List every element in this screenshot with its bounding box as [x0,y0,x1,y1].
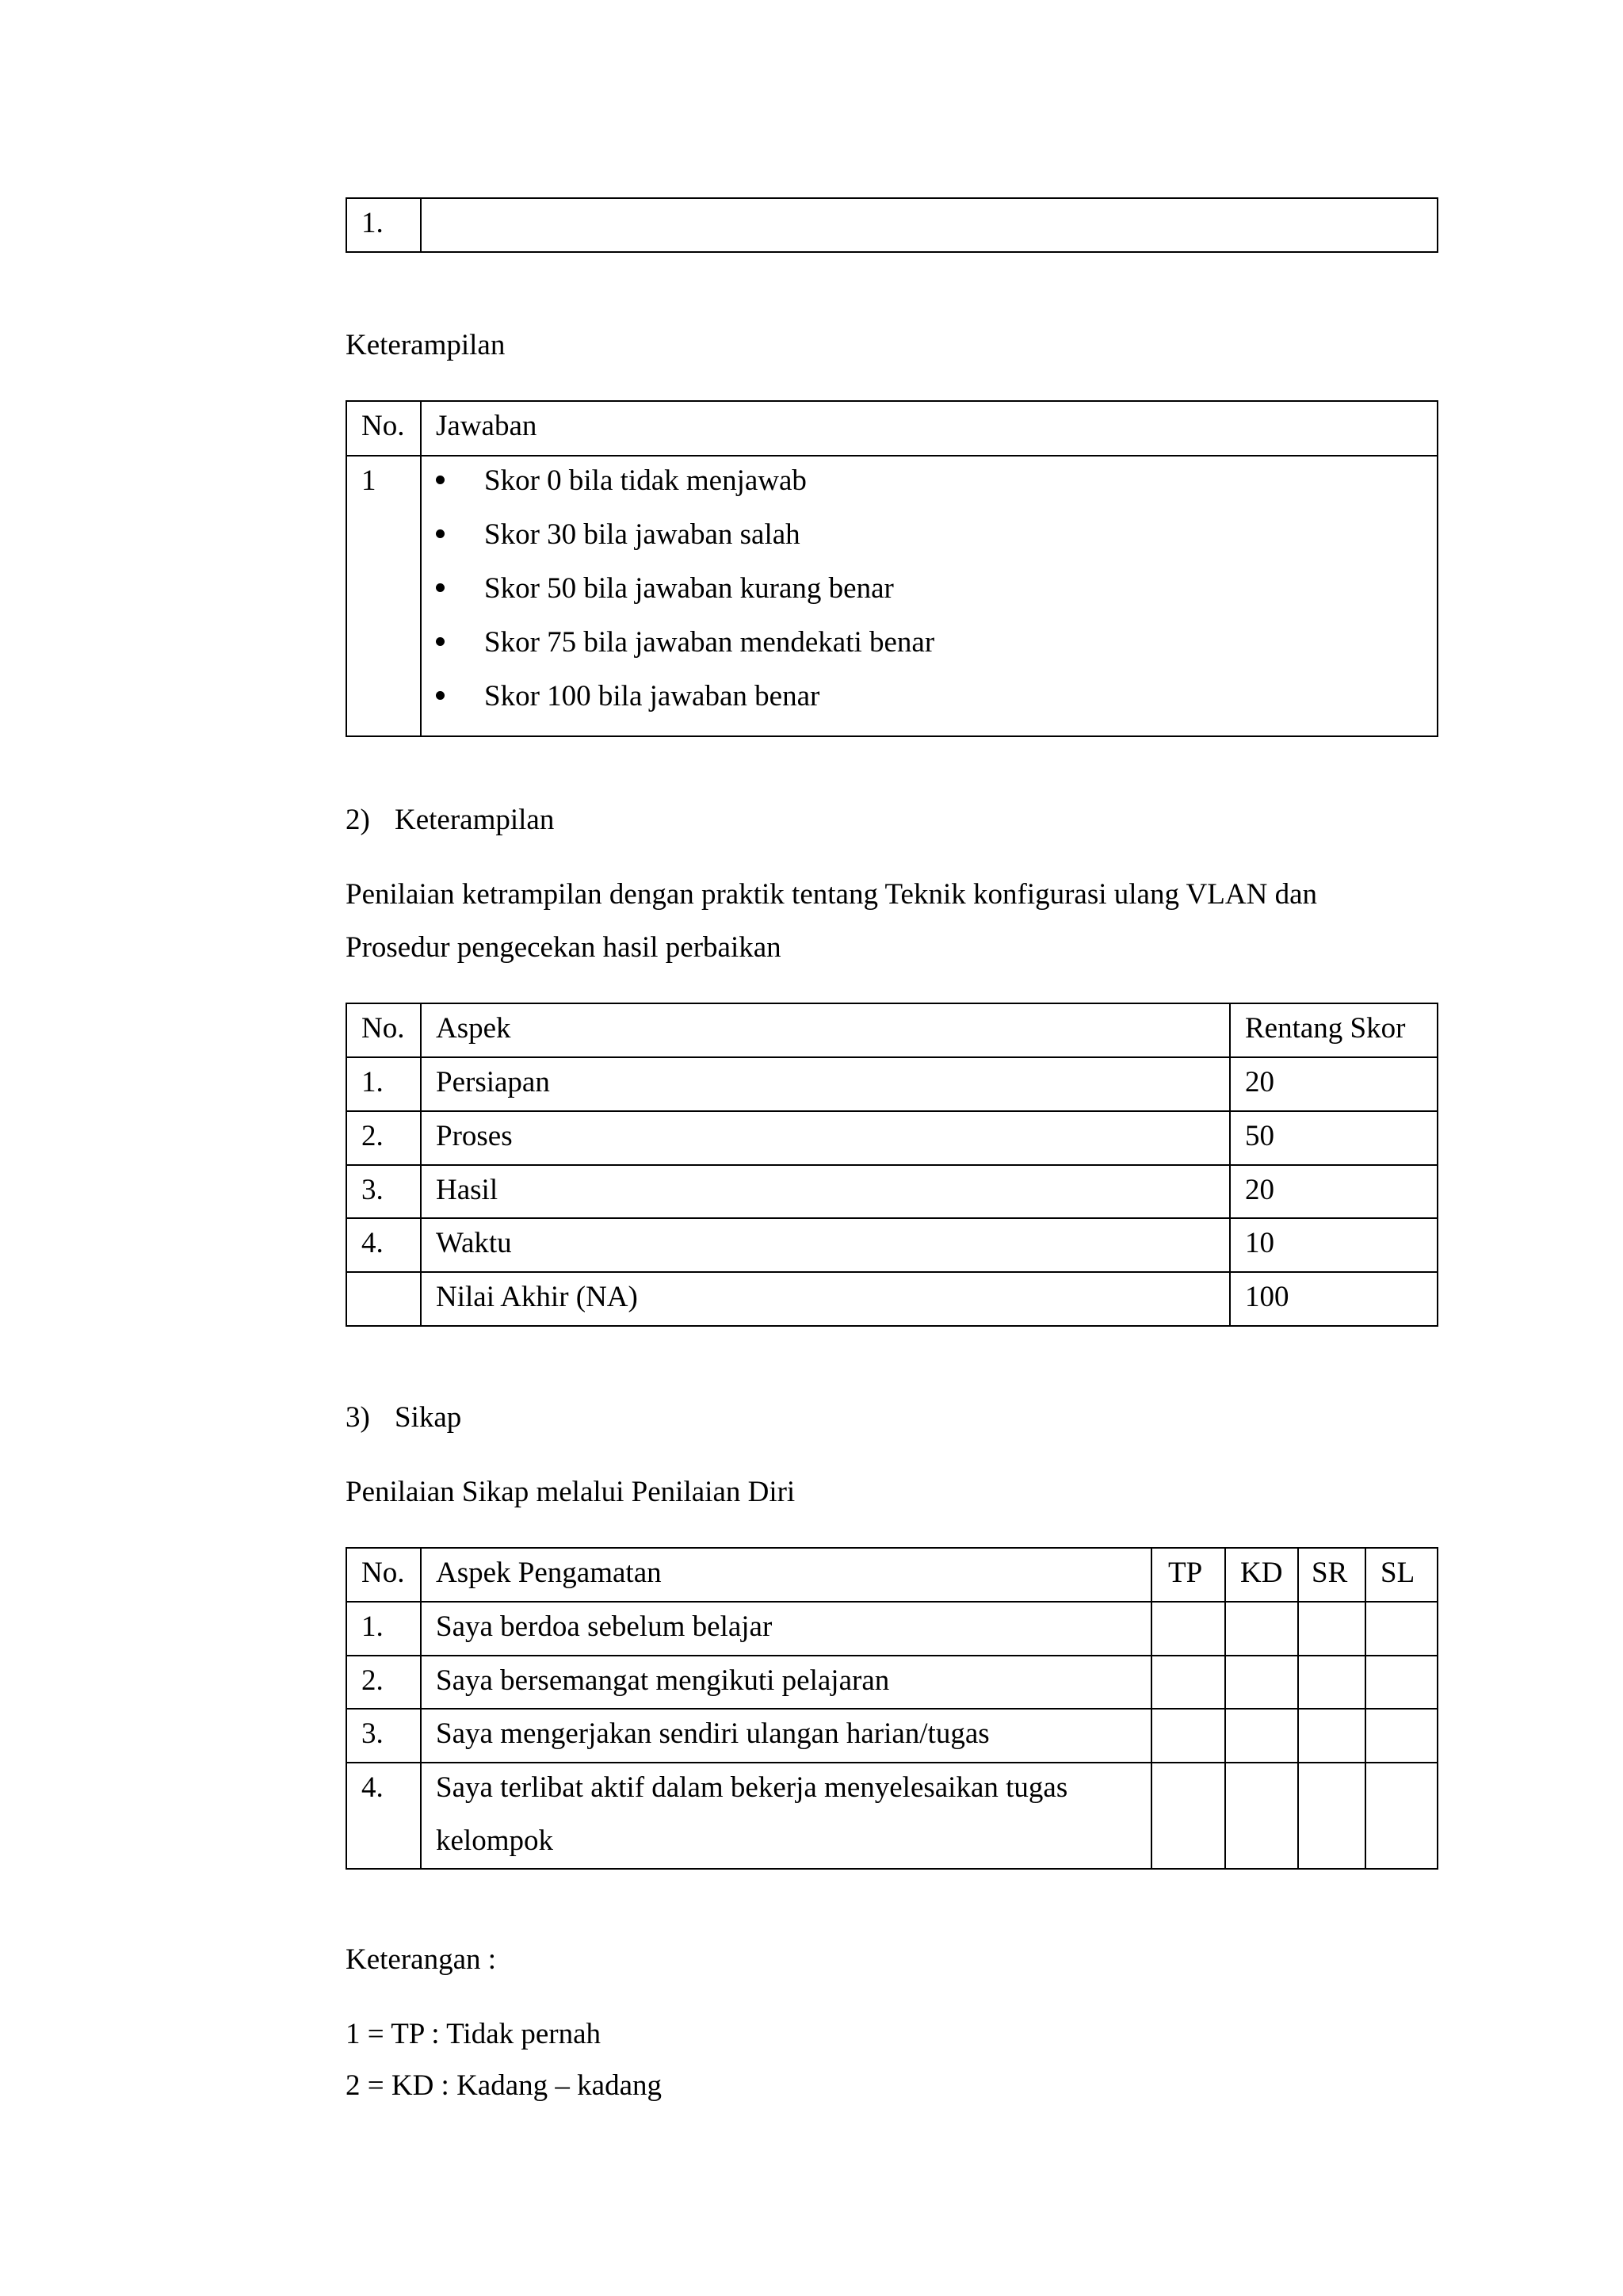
row-aspek: Saya berdoa sebelum belajar [421,1602,1151,1656]
cell-sr[interactable] [1298,1763,1365,1869]
list-item: Skor 30 bila jawaban salah [422,520,1437,574]
header-jawaban: Jawaban [421,401,1438,456]
header-sl: SL [1365,1548,1438,1602]
bullet-icon [436,583,445,592]
table-row [346,1057,1438,1111]
header-rentang-skor: Rentang Skor [1230,1003,1438,1057]
top-table [346,197,1438,253]
row-skor: 100 [1230,1272,1438,1326]
cell-tp[interactable] [1151,1656,1225,1709]
row-no [346,1272,421,1326]
bullet-icon [436,529,445,538]
cell-sl[interactable] [1365,1763,1438,1869]
row-no: 3. [346,1709,421,1763]
keterangan-title: Keterangan : [346,1943,497,1976]
row-no: 1. [346,1057,421,1111]
cell-sr[interactable] [1298,1656,1365,1709]
sikap-table [346,1547,1438,1870]
list-item: Skor 50 bila jawaban kurang benar [422,574,1437,628]
bullet-icon [436,691,445,700]
top-table-content [421,198,1438,252]
table-row [346,1218,1438,1272]
row-no: 1 [346,456,421,736]
aspek-skor-table [346,1003,1438,1327]
header-no: No. [346,1003,421,1057]
cell-tp[interactable] [1151,1763,1225,1869]
row-no: 4. [346,1218,421,1272]
row-aspek-line1: Saya terlibat aktif dalam bekerja menyelesaikan tugas [436,1771,1068,1804]
section3-paragraph: Penilaian Sikap melalui Penilaian Diri [346,1476,796,1508]
row-skor: 20 [1230,1165,1438,1218]
header-aspek: Aspek [421,1003,1230,1057]
table-row [346,1602,1438,1656]
table-row [346,1656,1438,1709]
jawaban-table [346,400,1438,737]
score-list [422,466,1437,735]
row-aspek: Saya bersemangat mengikuti pelajaran [421,1656,1151,1709]
row-no: 1. [346,1602,421,1656]
cell-kd[interactable] [1225,1602,1298,1656]
heading-keterampilan: Keterampilan [346,329,506,361]
row-aspek: Waktu [421,1218,1230,1272]
row-no: 2. [346,1656,421,1709]
row-aspek: Persiapan [421,1057,1230,1111]
section2-paragraph-line1: Penilaian ketrampilan dengan praktik tentang Teknik konfigurasi ulang VLAN dan [346,878,1317,911]
table-row [346,1111,1438,1165]
cell-sl[interactable] [1365,1656,1438,1709]
row-aspek: Nilai Akhir (NA) [421,1272,1230,1326]
cell-kd[interactable] [1225,1763,1298,1869]
row-aspek: Proses [421,1111,1230,1165]
section3-number: 3) [346,1401,370,1434]
row-aspek [421,1763,1151,1869]
list-item: Skor 0 bila tidak menjawab [422,466,1437,520]
row-aspek-line2: kelompok [436,1824,553,1857]
row-no: 4. [346,1763,421,1869]
section2-title: Keterampilan [395,804,555,836]
header-no: No. [346,1548,421,1602]
cell-sr[interactable] [1298,1602,1365,1656]
row-no: 2. [346,1111,421,1165]
cell-sl[interactable] [1365,1709,1438,1763]
list-item: Skor 100 bila jawaban benar [422,682,1437,735]
row-skor: 20 [1230,1057,1438,1111]
keterangan-item: 1 = TP : Tidak pernah [346,2018,601,2050]
table-row [346,1763,1438,1869]
table-row [346,1709,1438,1763]
table-row [346,1165,1438,1218]
score-list-cell [421,456,1438,736]
section3-title: Sikap [395,1401,462,1434]
row-aspek: Saya mengerjakan sendiri ulangan harian/tugas [421,1709,1151,1763]
header-sr: SR [1298,1548,1365,1602]
top-table-no: 1. [346,198,421,252]
cell-tp[interactable] [1151,1602,1225,1656]
header-tp: TP [1151,1548,1225,1602]
section2-paragraph-line2: Prosedur pengecekan hasil perbaikan [346,931,781,964]
cell-kd[interactable] [1225,1709,1298,1763]
cell-kd[interactable] [1225,1656,1298,1709]
bullet-icon [436,476,445,484]
row-aspek: Hasil [421,1165,1230,1218]
header-aspek-pengamatan: Aspek Pengamatan [421,1548,1151,1602]
table-row-total [346,1272,1438,1326]
section2-number: 2) [346,804,370,836]
cell-sl[interactable] [1365,1602,1438,1656]
header-kd: KD [1225,1548,1298,1602]
bullet-icon [436,637,445,646]
cell-sr[interactable] [1298,1709,1365,1763]
list-item: Skor 75 bila jawaban mendekati benar [422,628,1437,682]
row-skor: 10 [1230,1218,1438,1272]
header-no: No. [346,401,421,456]
cell-tp[interactable] [1151,1709,1225,1763]
keterangan-item: 2 = KD : Kadang – kadang [346,2069,662,2102]
row-skor: 50 [1230,1111,1438,1165]
row-no: 3. [346,1165,421,1218]
